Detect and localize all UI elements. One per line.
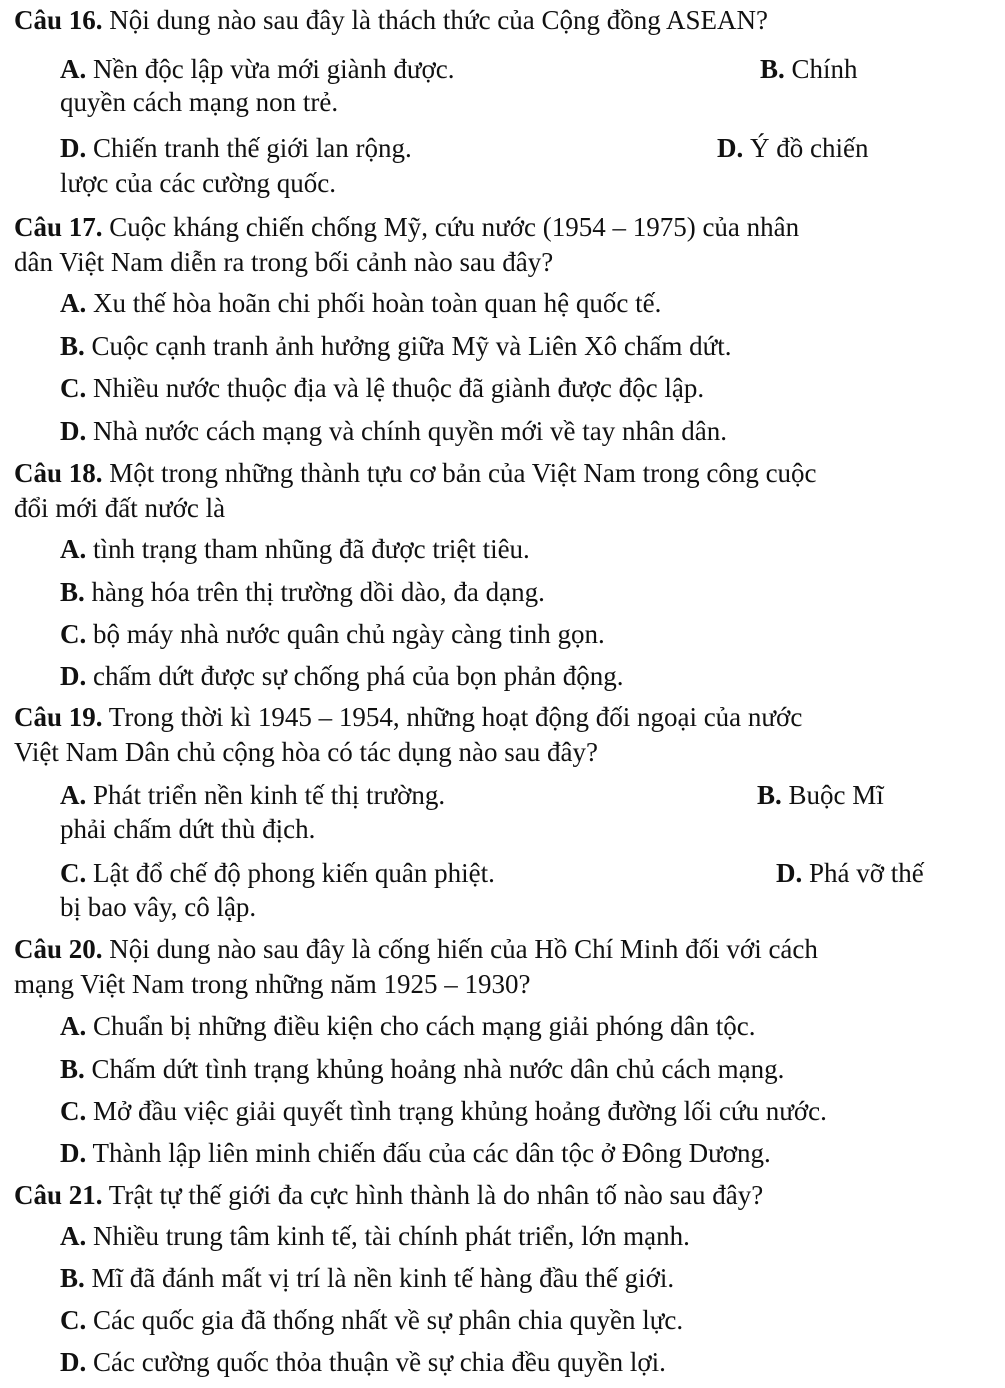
question-17-continued: dân Việt Nam diễn ra trong bối cảnh nào sau đây? [14, 247, 554, 277]
question-20-continued: mạng Việt Nam trong những năm 1925 – 1930? [14, 969, 531, 999]
q18-option-a[interactable]: A. tình trạng tham nhũng đã được triệt tiêu. [60, 534, 530, 564]
q17-option-c[interactable]: C. Nhiều nước thuộc địa và lệ thuộc đã giành được độc lập. [60, 373, 705, 403]
q17-option-d[interactable]: D. Nhà nước cách mạng và chính quyền mới về tay nhân dân. [60, 416, 727, 446]
q16-option-c[interactable]: D. Chiến tranh thế giới lan rộng. [60, 133, 412, 163]
q19-option-c[interactable]: C. Lật đổ chế độ phong kiến quân phiệt. [60, 858, 495, 888]
q19-option-b[interactable]: B. Buộc Mĩ [757, 780, 884, 810]
q18-option-d[interactable]: D. chấm dứt được sự chống phá của bọn phản động. [60, 661, 624, 691]
q21-option-a[interactable]: A. Nhiều trung tâm kinh tế, tài chính phát triển, lớn mạnh. [60, 1221, 690, 1251]
question-18 [14, 457, 817, 489]
q21-option-d[interactable]: D. Các cường quốc thỏa thuận về sự chia đều quyền lợi. [60, 1347, 666, 1377]
question-17 [14, 211, 799, 243]
q18-option-b[interactable]: B. hàng hóa trên thị trường dồi dào, đa dạng. [60, 577, 545, 607]
question-label: Câu 18. [14, 458, 103, 488]
question-label: Câu 21. [14, 1180, 103, 1210]
q20-option-c[interactable]: C. Mở đầu việc giải quyết tình trạng khủng hoảng đường lối cứu nước. [60, 1096, 827, 1126]
q21-option-b[interactable]: B. Mĩ đã đánh mất vị trí là nền kinh tế hàng đầu thế giới. [60, 1263, 675, 1293]
q19-option-d-continued: bị bao vây, cô lập. [60, 892, 257, 922]
q19-option-a[interactable]: A. Phát triển nền kinh tế thị trường. [60, 780, 446, 810]
q19-option-d[interactable]: D. Phá vỡ thế [776, 858, 924, 888]
q16-option-b-continued: quyền cách mạng non trẻ. [60, 87, 339, 117]
question-text: Nội dung nào sau đây là cống hiến của Hồ Chí Minh đối với cách [102, 934, 818, 964]
question-text: Trật tự thế giới đa cực hình thành là do nhân tố nào sau đây? [102, 1180, 764, 1210]
question-20 [14, 933, 818, 965]
question-text: Một trong những thành tựu cơ bản của Việt Nam trong công cuộc [102, 458, 817, 488]
q16-option-d-continued: lược của các cường quốc. [60, 168, 336, 198]
q16-option-d[interactable]: D. Ý đồ chiến [717, 133, 869, 163]
question-text: Nội dung nào sau đây là thách thức của Cộng đồng ASEAN? [102, 5, 769, 35]
q19-option-b-continued: phải chấm dứt thù địch. [60, 814, 316, 844]
q21-option-c[interactable]: C. Các quốc gia đã thống nhất về sự phân chia quyền lực. [60, 1305, 684, 1335]
q18-option-c[interactable]: C. bộ máy nhà nước quân chủ ngày càng tinh gọn. [60, 619, 605, 649]
q20-option-b[interactable]: B. Chấm dứt tình trạng khủng hoảng nhà nước dân chủ cách mạng. [60, 1054, 785, 1084]
q17-option-b[interactable]: B. Cuộc cạnh tranh ảnh hưởng giữa Mỹ và Liên Xô chấm dứt. [60, 331, 732, 361]
q16-option-a[interactable]: A. Nền độc lập vừa mới giành được. [60, 54, 455, 84]
question-label: Câu 19. [14, 702, 103, 732]
q16-option-b[interactable]: B. Chính [760, 54, 858, 84]
question-19 [14, 701, 802, 733]
question-21 [14, 1179, 763, 1211]
question-label: Câu 16. [14, 5, 103, 35]
question-text: Trong thời kì 1945 – 1954, những hoạt động đối ngoại của nước [102, 702, 803, 732]
question-19-continued: Việt Nam Dân chủ cộng hòa có tác dụng nào sau đây? [14, 737, 598, 767]
question-text: Cuộc kháng chiến chống Mỹ, cứu nước (1954 – 1975) của nhân [102, 212, 800, 242]
question-label: Câu 17. [14, 212, 103, 242]
question-18-continued: đổi mới đất nước là [14, 493, 226, 523]
q20-option-d[interactable]: D. Thành lập liên minh chiến đấu của các dân tộc ở Đông Dương. [60, 1138, 771, 1168]
q20-option-a[interactable]: A. Chuẩn bị những điều kiện cho cách mạng giải phóng dân tộc. [60, 1011, 756, 1041]
question-label: Câu 20. [14, 934, 103, 964]
q17-option-a[interactable]: A. Xu thế hòa hoãn chi phối hoàn toàn quan hệ quốc tế. [60, 288, 662, 318]
question-16 [14, 4, 768, 36]
